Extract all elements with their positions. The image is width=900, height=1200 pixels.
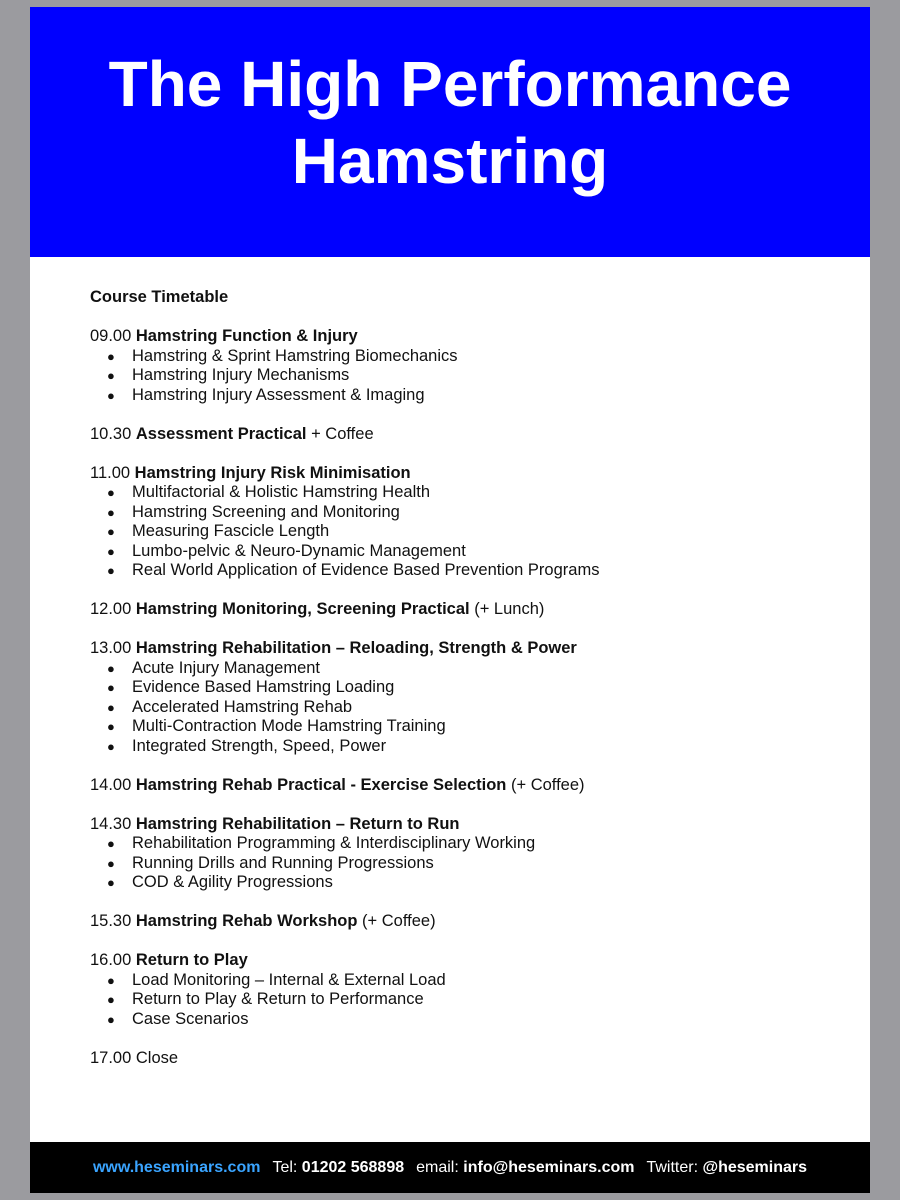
session-note: (+ Coffee) <box>357 912 436 930</box>
session-block <box>90 912 850 932</box>
bullet-icon: ● <box>107 485 115 500</box>
list-item <box>107 717 850 737</box>
list-item <box>107 873 850 893</box>
session-block <box>90 425 850 445</box>
bullet-icon: ● <box>107 660 115 676</box>
session-line <box>90 327 850 347</box>
bullet-icon: ● <box>107 504 115 520</box>
session-topics <box>90 483 850 581</box>
session-topics <box>90 834 850 893</box>
session-topics <box>90 347 850 406</box>
topic-text: Load Monitoring – Internal & External Load <box>132 970 446 989</box>
session-time: 14.00 <box>90 775 132 794</box>
session-title: Hamstring Monitoring, Screening Practical <box>135 600 470 618</box>
session-title: Return to Play <box>135 951 248 969</box>
page-title <box>109 46 792 200</box>
bullet-icon: ● <box>107 680 115 695</box>
topic-text: Multi-Contraction Mode Hamstring Training <box>132 717 446 735</box>
bullet-icon: ● <box>107 972 115 988</box>
topic-text: Real World Application of Evidence Based Prevention Programs <box>132 561 600 579</box>
topic-text: Running Drills and Running Progressions <box>132 853 434 872</box>
session-time: 11.00 <box>90 463 131 482</box>
topic-text: Lumbo-pelvic & Neuro-Dynamic Management <box>132 541 466 560</box>
title-banner <box>30 7 870 257</box>
session-block <box>90 600 850 620</box>
title-line-2: Hamstring <box>291 125 609 197</box>
session-line <box>90 464 850 484</box>
list-item <box>107 386 850 406</box>
bullet-icon: ● <box>107 563 115 578</box>
session-line <box>90 951 850 971</box>
bullet-icon: ● <box>107 836 115 851</box>
session-time: 13.00 <box>90 639 132 657</box>
session-block <box>90 327 850 405</box>
bullet-icon: ● <box>107 524 115 539</box>
topic-text: Acute Injury Management <box>132 658 321 677</box>
session-block <box>90 776 850 796</box>
topic-text: Multifactorial & Holistic Hamstring Health <box>132 483 431 501</box>
session-title: Hamstring Function & Injury <box>135 327 358 345</box>
session-block <box>90 815 850 893</box>
bullet-icon: ● <box>107 699 115 715</box>
session-note: (+ Coffee) <box>506 775 585 794</box>
website-link[interactable]: www.heseminars.com <box>92 1158 261 1176</box>
session-time: 14.30 <box>90 814 132 833</box>
bullet-icon: ● <box>107 719 115 734</box>
session-topics <box>90 659 850 757</box>
session-line <box>90 1049 850 1069</box>
session-note: + Coffee <box>306 424 374 443</box>
bullet-icon: ● <box>107 875 115 890</box>
list-item <box>107 854 850 874</box>
bullet-icon: ● <box>107 992 115 1007</box>
list-item <box>107 542 850 562</box>
session-note: Close <box>135 1048 179 1067</box>
session-line <box>90 815 850 835</box>
session-time: 16.00 <box>90 951 132 969</box>
topic-text: Hamstring Screening and Monitoring <box>132 502 400 521</box>
session-block <box>90 951 850 1029</box>
session-title: Hamstring Rehabilitation – Reloading, Strength & Power <box>135 639 577 657</box>
list-item <box>107 659 850 679</box>
session-block <box>90 639 850 756</box>
session-time: 15.30 <box>90 912 132 930</box>
twitter-handle[interactable]: @heseminars <box>702 1158 808 1176</box>
bullet-icon: ● <box>107 855 115 871</box>
tel-number: 01202 568898 <box>301 1158 405 1176</box>
list-item <box>107 347 850 367</box>
session-topics <box>90 971 850 1030</box>
session-line <box>90 639 850 659</box>
topic-text: Measuring Fascicle Length <box>132 522 330 540</box>
list-item <box>107 366 850 386</box>
email-label: email: <box>416 1158 459 1176</box>
session-title: Hamstring Injury Risk Minimisation <box>134 463 411 482</box>
topic-text: COD & Agility Progressions <box>132 873 333 891</box>
list-item <box>107 990 850 1010</box>
list-item <box>107 678 850 698</box>
timetable-heading: Course Timetable <box>90 288 229 306</box>
session-block <box>90 464 850 581</box>
title-line-1: The High Performance <box>108 48 792 120</box>
document-page <box>30 7 870 1193</box>
session-time: 12.00 <box>90 600 132 618</box>
topic-text: Case Scenarios <box>132 1009 249 1028</box>
session-note: (+ Lunch) <box>469 600 545 618</box>
session-title: Assessment Practical <box>135 424 307 443</box>
bullet-icon: ● <box>107 348 115 364</box>
bullet-icon: ● <box>107 543 115 559</box>
list-item <box>107 1010 850 1030</box>
session-line <box>90 425 850 445</box>
bullet-icon: ● <box>107 387 115 403</box>
list-item <box>107 698 850 718</box>
session-line <box>90 912 850 932</box>
topic-text: Rehabilitation Programming & Interdisciplinary Working <box>132 834 536 852</box>
contact-footer <box>30 1142 870 1193</box>
twitter-label: Twitter: <box>646 1158 699 1176</box>
list-item <box>107 971 850 991</box>
session-time: 09.00 <box>90 327 132 345</box>
timetable <box>90 288 850 1088</box>
list-item <box>107 522 850 542</box>
tel-label: Tel: <box>272 1158 298 1176</box>
topic-text: Evidence Based Hamstring Loading <box>132 678 395 696</box>
list-item <box>107 483 850 503</box>
list-item <box>107 737 850 757</box>
email-address[interactable]: info@heseminars.com <box>463 1158 635 1176</box>
bullet-icon: ● <box>107 738 115 754</box>
session-list <box>90 327 850 1068</box>
topic-text: Hamstring Injury Assessment & Imaging <box>132 385 425 404</box>
topic-text: Return to Play & Return to Performance <box>132 990 424 1008</box>
session-title: Hamstring Rehab Practical - Exercise Selection <box>135 775 507 794</box>
list-item <box>107 561 850 581</box>
topic-text: Integrated Strength, Speed, Power <box>132 736 387 755</box>
bullet-icon: ● <box>107 368 115 383</box>
topic-text: Hamstring & Sprint Hamstring Biomechanics <box>132 346 458 365</box>
session-time: 17.00 <box>90 1048 132 1067</box>
list-item <box>107 834 850 854</box>
session-title: Hamstring Rehab Workshop <box>135 912 358 930</box>
session-line <box>90 776 850 796</box>
session-time: 10.30 <box>90 424 132 443</box>
session-title: Hamstring Rehabilitation – Return to Run <box>135 814 460 833</box>
bullet-icon: ● <box>107 1011 115 1027</box>
session-line <box>90 600 850 620</box>
topic-text: Hamstring Injury Mechanisms <box>132 366 350 384</box>
list-item <box>107 503 850 523</box>
session-block <box>90 1049 850 1069</box>
topic-text: Accelerated Hamstring Rehab <box>132 697 353 716</box>
